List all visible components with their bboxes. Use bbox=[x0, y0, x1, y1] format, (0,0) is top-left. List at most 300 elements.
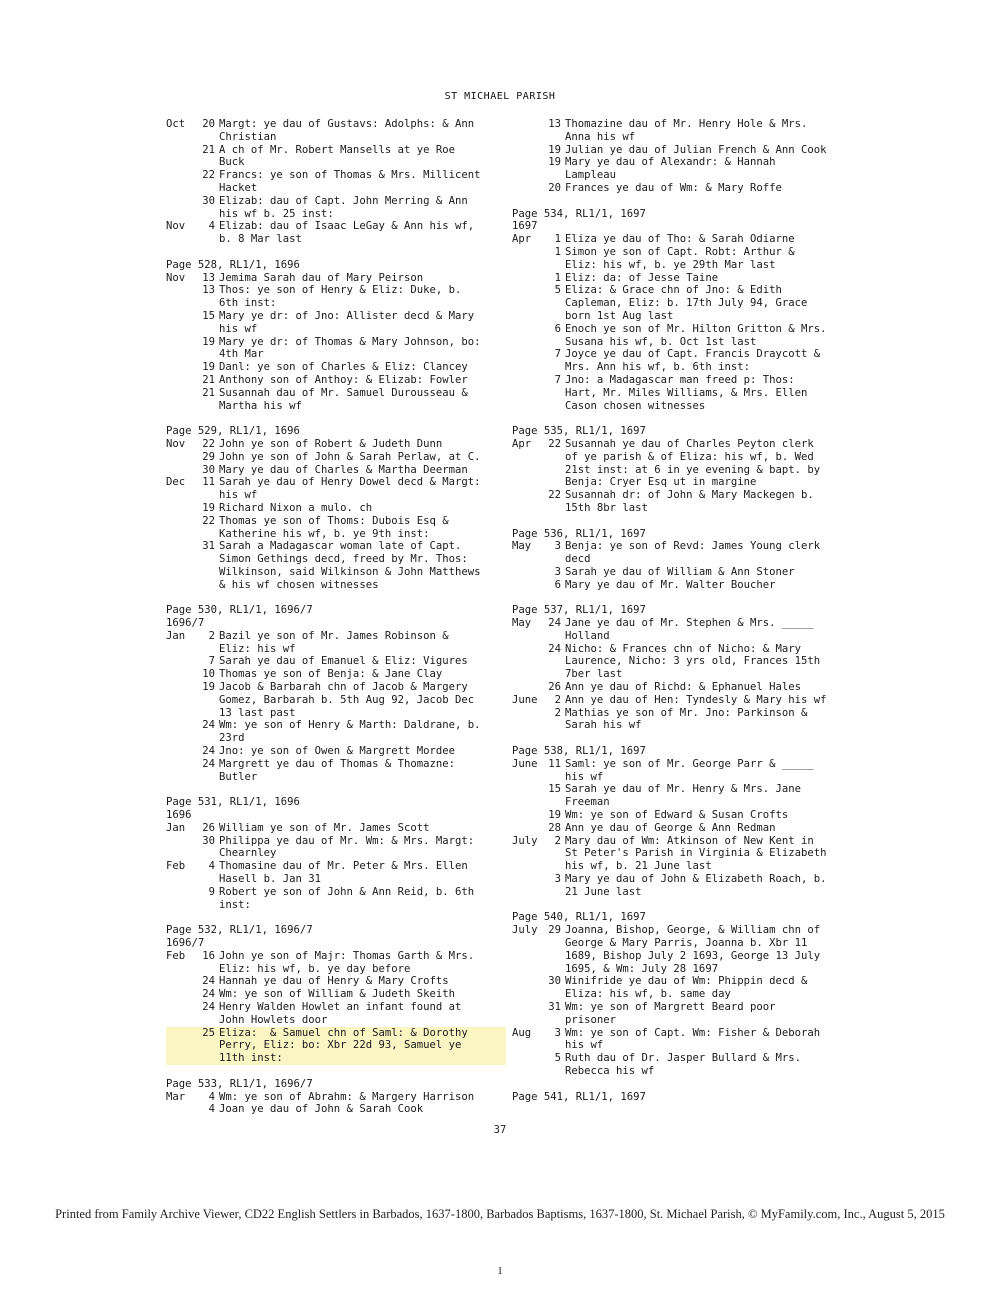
left-column bbox=[166, 118, 506, 1116]
baptism-entry bbox=[512, 348, 842, 374]
entry-day: 15 bbox=[548, 783, 561, 796]
entry-month bbox=[166, 655, 198, 668]
baptism-entry bbox=[512, 489, 842, 515]
baptism-entry bbox=[166, 758, 506, 784]
entry-month bbox=[166, 374, 198, 387]
entry-day: 10 bbox=[202, 668, 215, 681]
baptism-entry bbox=[512, 822, 842, 835]
entry-text: Ann ye dau of Hen: Tyndesly & Mary his wf bbox=[565, 693, 827, 706]
entry-text: Robert ye son of John & Ann Reid, b. 6th inst: bbox=[219, 885, 475, 911]
entry-day: 6 bbox=[554, 322, 561, 335]
entry-text: Anthony son of Anthoy: & Elizab: Fowler bbox=[219, 373, 468, 386]
baptism-entry bbox=[512, 233, 842, 246]
entry-text: Francs: ye son of Thomas & Mrs. Millicent Hacket bbox=[219, 169, 481, 194]
entry-day: 2 bbox=[554, 706, 561, 719]
entry-text: Mary ye dau of Alexandr: & Hannah Lampleau bbox=[565, 156, 776, 182]
baptism-entry bbox=[512, 540, 842, 566]
section-gap bbox=[512, 591, 842, 604]
entry-text: John ye son of John & Sarah Perlaw, at C. bbox=[219, 450, 481, 463]
page-reference-header: Page 529, RL1/1, 1696 bbox=[166, 425, 300, 438]
entry-text: Mary ye dau of John & Elizabeth Roach, b. 21 June last bbox=[565, 873, 827, 898]
entry-text: Julian ye dau of Julian French & Ann Cook bbox=[565, 143, 827, 156]
entry-day: 30 bbox=[202, 194, 215, 207]
entry-month bbox=[512, 579, 544, 592]
baptism-entry bbox=[166, 988, 506, 1001]
page-reference-header: 1696/7 bbox=[166, 937, 205, 949]
entry-text: Danl: ye son of Charles & Eliz: Clancey bbox=[219, 361, 468, 374]
entry-month: Nov bbox=[166, 271, 186, 284]
baptism-entry bbox=[166, 438, 506, 451]
entry-month bbox=[166, 195, 198, 221]
entry-day: 11 bbox=[548, 757, 561, 770]
entry-text: Thomas ye son of Benja: & Jane Clay bbox=[219, 668, 443, 681]
entry-month: Feb bbox=[166, 860, 186, 873]
entry-month bbox=[166, 886, 198, 912]
entry-day: 19 bbox=[548, 809, 561, 822]
page-reference-header: Page 534, RL1/1, 1697 bbox=[512, 207, 646, 220]
entry-text: Jemima Sarah dau of Mary Peirson bbox=[219, 271, 424, 284]
entry-day: 22 bbox=[202, 169, 215, 182]
entry-month: Jan bbox=[166, 821, 186, 834]
entry-text: Benja: ye son of Revd: James Young clerk decd bbox=[565, 540, 821, 566]
entry-month bbox=[512, 809, 544, 822]
entry-text: Mary ye dr: of Thomas & Mary Johnson, bo: 4th Mar bbox=[219, 335, 481, 361]
entry-text: Sarah ye dau of Mr. Henry & Mrs. Jane Freeman bbox=[565, 783, 801, 809]
entry-text: Wm: ye son of William & Judeth Skeith bbox=[219, 988, 455, 1001]
page-reference-header: Page 535, RL1/1, 1697 bbox=[512, 425, 646, 438]
entry-day: 22 bbox=[548, 437, 561, 450]
entry-text: William ye son of Mr. James Scott bbox=[219, 821, 430, 834]
entry-text: Frances ye dau of Wm: & Mary Roffe bbox=[565, 181, 782, 194]
entry-month: Nov bbox=[166, 220, 186, 233]
page-reference-header: Page 532, RL1/1, 1696/7 bbox=[166, 924, 313, 937]
section-gap bbox=[512, 899, 842, 912]
section-gap bbox=[512, 732, 842, 745]
baptism-entry bbox=[512, 758, 842, 784]
baptism-entry bbox=[512, 1052, 842, 1078]
baptism-entry bbox=[166, 272, 506, 285]
entry-text: Bazil ye son of Mr. James Robinson & Eliz: his wf bbox=[219, 629, 449, 655]
entry-day: 21 bbox=[202, 386, 215, 399]
entry-text: Jno: a Madagascar man freed p: Thos: Hart, Mr. Miles Williams, & Mrs. Ellen Cason chosen witnesses bbox=[565, 373, 808, 412]
entry-month: Nov bbox=[166, 437, 186, 450]
entry-day: 5 bbox=[554, 284, 561, 297]
entry-text: Enoch ye son of Mr. Hilton Gritton & Mrs. Susana his wf, b. Oct 1st last bbox=[565, 322, 827, 348]
entry-text: Mathias ye son of Mr. Jno: Parkinson & Sarah his wf bbox=[565, 706, 808, 732]
entry-day: 24 bbox=[202, 975, 215, 988]
entry-month bbox=[166, 464, 198, 477]
page-reference-header: Page 536, RL1/1, 1697 bbox=[512, 527, 646, 540]
section-gap bbox=[512, 195, 842, 208]
baptism-entry bbox=[166, 950, 506, 976]
entry-month bbox=[166, 387, 198, 413]
entry-day: 24 bbox=[202, 745, 215, 758]
entry-text: Joanna, Bishop, George, & William chn of George & Mary Parris, Joanna b. Xbr 11 1689, Bishop July 2 1693, George 13 July 1695, & Wm: July 28 1697 bbox=[565, 924, 821, 975]
entry-day: 24 bbox=[202, 988, 215, 1001]
entry-day: 19 bbox=[202, 681, 215, 694]
entry-day: 1 bbox=[554, 271, 561, 284]
entry-day: 28 bbox=[548, 821, 561, 834]
entry-text: Richard Nixon a mulo. ch bbox=[219, 501, 373, 514]
entry-text: Wm: ye son of Henry & Marth: Daldrane, b. 23rd bbox=[219, 719, 481, 745]
entry-text: Eliza: & Samuel chn of Saml: & Dorothy Perry, Eliz: bo: Xbr 22d 93, Samuel ye 11th inst: bbox=[219, 1026, 468, 1065]
entry-day: 30 bbox=[202, 463, 215, 476]
baptism-entry bbox=[512, 783, 842, 809]
entry-day: 29 bbox=[202, 450, 215, 463]
entry-text: Sarah ye dau of Emanuel & Eliz: Vigures bbox=[219, 655, 468, 668]
page-reference-header: Page 531, RL1/1, 1696 bbox=[166, 796, 300, 809]
entry-day: 1 bbox=[554, 233, 561, 246]
baptism-entry bbox=[512, 156, 842, 182]
baptism-entry bbox=[166, 975, 506, 988]
page-title: ST MICHAEL PARISH bbox=[444, 91, 556, 102]
entry-month bbox=[166, 719, 198, 745]
entry-month bbox=[512, 374, 544, 412]
entry-day: 24 bbox=[548, 617, 561, 630]
entry-month bbox=[512, 822, 544, 835]
baptism-entry bbox=[512, 118, 842, 144]
baptism-entry bbox=[512, 374, 842, 412]
entry-month bbox=[512, 348, 544, 374]
baptism-entry bbox=[166, 361, 506, 374]
entry-text: Henry Walden Howlet an infant found at John Howlets door bbox=[219, 1000, 462, 1026]
baptism-entry bbox=[166, 169, 506, 195]
baptism-entry bbox=[166, 195, 506, 221]
entry-day: 19 bbox=[202, 501, 215, 514]
entry-text: Wm: ye son of Capt. Wm: Fisher & Deborah his wf bbox=[565, 1026, 821, 1052]
entry-month bbox=[512, 1052, 544, 1078]
section-gap bbox=[166, 412, 506, 425]
entry-day: 25 bbox=[202, 1026, 215, 1039]
baptism-entry bbox=[512, 579, 842, 592]
entry-text: Eliz: da: of Jesse Taine bbox=[565, 271, 719, 284]
entry-month bbox=[512, 156, 544, 182]
entry-month bbox=[166, 975, 198, 988]
entry-day: 3 bbox=[554, 873, 561, 886]
entry-text: Elizab: dau of Capt. John Merring & Ann his wf b. 25 inst: bbox=[219, 194, 468, 220]
baptism-entry bbox=[166, 451, 506, 464]
entry-month: Feb bbox=[166, 949, 186, 962]
entry-month: June bbox=[512, 757, 538, 770]
entry-month bbox=[512, 284, 544, 322]
entry-day: 31 bbox=[548, 1000, 561, 1013]
entry-text: Sarah ye dau of Henry Dowel decd & Margt: his wf bbox=[219, 476, 481, 502]
page-reference-header: 1696 bbox=[166, 809, 192, 822]
entry-month bbox=[166, 681, 198, 719]
entry-month bbox=[166, 515, 198, 541]
baptism-entry bbox=[512, 438, 842, 489]
entry-text: Jno: ye son of Owen & Margrett Mordee bbox=[219, 745, 455, 758]
entry-day: 19 bbox=[202, 361, 215, 374]
entry-text: Wm: ye son of Abrahm: & Margery Harrison bbox=[219, 1090, 475, 1103]
page-reference-header: Page 537, RL1/1, 1697 bbox=[512, 604, 646, 617]
entry-text: Mary ye dr: of Jno: Allister decd & Mary his wf bbox=[219, 309, 475, 335]
entry-day: 3 bbox=[554, 1026, 561, 1039]
page-reference-header: Page 538, RL1/1, 1697 bbox=[512, 745, 646, 758]
entry-day: 7 bbox=[208, 655, 215, 668]
baptism-entry bbox=[166, 476, 506, 502]
baptism-entry bbox=[166, 284, 506, 310]
entry-day: 9 bbox=[208, 885, 215, 898]
baptism-entry bbox=[166, 719, 506, 745]
page-reference-header: Page 528, RL1/1, 1696 bbox=[166, 258, 300, 271]
entry-month bbox=[512, 707, 544, 733]
entry-text: Susannah dr: of John & Mary Mackegen b. 15th 8br last bbox=[565, 489, 814, 514]
baptism-entry bbox=[166, 681, 506, 719]
baptism-entry bbox=[166, 630, 506, 656]
entry-day: 22 bbox=[202, 514, 215, 527]
entry-text: Susannah dau of Mr. Samuel Durousseau & Martha his wf bbox=[219, 386, 468, 412]
entry-day: 2 bbox=[554, 693, 561, 706]
entry-month bbox=[166, 1103, 198, 1116]
entry-month bbox=[166, 540, 198, 591]
baptism-entry bbox=[166, 1001, 506, 1027]
entry-month bbox=[166, 336, 198, 362]
entry-month: Apr bbox=[512, 233, 532, 246]
entry-month bbox=[512, 643, 544, 681]
entry-day: 24 bbox=[202, 757, 215, 770]
entry-month bbox=[166, 835, 198, 861]
baptism-entry bbox=[166, 502, 506, 515]
entry-text: Simon ye son of Capt. Robt: Arthur & Eliz: his wf, b. ye 29th Mar last bbox=[565, 245, 795, 271]
entry-month: Aug bbox=[512, 1026, 532, 1039]
entry-month bbox=[166, 1001, 198, 1027]
entry-text: Margt: ye dau of Gustavs: Adolphs: & Ann Christian bbox=[219, 118, 475, 143]
entry-text: Hannah ye dau of Henry & Mary Crofts bbox=[219, 975, 449, 988]
baptism-entry bbox=[166, 464, 506, 477]
entry-text: Winifride ye dau of Wm: Phippin decd & Eliza: his wf, b. same day bbox=[565, 975, 808, 1001]
entry-text: Joyce ye dau of Capt. Francis Draycott & Mrs. Ann his wf, b. 6th inst: bbox=[565, 348, 821, 374]
entry-text: Ann ye dau of Richd: & Ephanuel Hales bbox=[565, 681, 801, 694]
entry-month bbox=[166, 144, 198, 170]
entry-text: Mary dau of Wm: Atkinson of New Kent in St Peter's Parish in Virginia & Elizabeth his wf, b. 21 June last bbox=[565, 834, 827, 873]
entry-text: Thomas ye son of Thoms: Dubois Esq & Katherine his wf, b. ye 9th inst: bbox=[219, 514, 449, 540]
entry-month: Jan bbox=[166, 629, 186, 642]
baptism-entry bbox=[166, 220, 506, 246]
entry-day: 19 bbox=[548, 143, 561, 156]
entry-day: 7 bbox=[554, 373, 561, 386]
section-gap bbox=[166, 591, 506, 604]
entry-day: 31 bbox=[202, 540, 215, 553]
entry-text: Wm: ye son of Edward & Susan Crofts bbox=[565, 809, 789, 822]
print-footer: Printed from Family Archive Viewer, CD22 English Settlers in Barbados, 1637-1800, Barbados Baptisms, 1637-1800, St. Michael Parish, © MyFamily.com, Inc., August 5, 2015 bbox=[55, 1207, 945, 1221]
entry-month bbox=[166, 1027, 198, 1065]
baptism-entry bbox=[512, 566, 842, 579]
entry-day: 29 bbox=[548, 924, 561, 937]
entry-text: Saml: ye son of Mr. George Parr & _____ his wf bbox=[565, 757, 814, 783]
entry-month: Dec bbox=[166, 476, 186, 489]
baptism-entry bbox=[166, 310, 506, 336]
entry-month bbox=[166, 310, 198, 336]
baptism-entry bbox=[166, 336, 506, 362]
entry-day: 4 bbox=[208, 220, 215, 233]
entry-month bbox=[166, 988, 198, 1001]
entry-month bbox=[512, 1001, 544, 1027]
baptism-entry bbox=[512, 835, 842, 873]
entry-month bbox=[512, 566, 544, 579]
section-gap bbox=[512, 515, 842, 528]
entry-day: 22 bbox=[202, 437, 215, 450]
entry-day: 19 bbox=[548, 156, 561, 169]
entry-day: 13 bbox=[202, 271, 215, 284]
entry-day: 26 bbox=[548, 681, 561, 694]
baptism-entry bbox=[166, 374, 506, 387]
entry-month bbox=[166, 758, 198, 784]
entry-day: 3 bbox=[554, 565, 561, 578]
entry-day: 13 bbox=[548, 118, 561, 130]
right-column bbox=[512, 118, 842, 1103]
page-reference-header: 1697 bbox=[512, 220, 538, 233]
entry-month bbox=[166, 668, 198, 681]
page-reference-header: Page 541, RL1/1, 1697 bbox=[512, 1090, 646, 1103]
baptism-entry bbox=[512, 924, 842, 975]
baptism-entry-highlighted bbox=[166, 1027, 506, 1065]
entry-text: Wm: ye son of Margrett Beard poor prisoner bbox=[565, 1000, 776, 1026]
entry-month: June bbox=[512, 693, 538, 706]
entry-text: Mary ye dau of Mr. Walter Boucher bbox=[565, 578, 776, 591]
entry-month: Oct bbox=[166, 118, 186, 130]
entry-text: A ch of Mr. Robert Mansells at ye Roe Buck bbox=[219, 143, 455, 169]
entry-day: 24 bbox=[202, 719, 215, 732]
entry-month: May bbox=[512, 540, 532, 553]
entry-month bbox=[166, 451, 198, 464]
entry-text: Jacob & Barbarah chn of Jacob & Margery Gomez, Barbarah b. 5th Aug 92, Jacob Dec 13 last past bbox=[219, 681, 475, 719]
baptism-entry bbox=[512, 707, 842, 733]
entry-month bbox=[512, 681, 544, 694]
entry-text: Sarah ye dau of William & Ann Stoner bbox=[565, 565, 795, 578]
entry-day: 4 bbox=[208, 1090, 215, 1103]
entry-day: 4 bbox=[208, 1103, 215, 1116]
entry-month bbox=[512, 873, 544, 899]
entry-day: 22 bbox=[548, 489, 561, 502]
entry-month bbox=[166, 361, 198, 374]
entry-text: Jane ye dau of Mr. Stephen & Mrs. _____ Holland bbox=[565, 617, 814, 642]
entry-day: 6 bbox=[554, 578, 561, 591]
baptism-entry bbox=[512, 272, 842, 285]
baptism-entry bbox=[512, 182, 842, 195]
entry-month bbox=[166, 502, 198, 515]
baptism-entry bbox=[166, 1091, 506, 1104]
entry-day: 26 bbox=[202, 821, 215, 834]
entry-month: July bbox=[512, 924, 538, 937]
baptism-entry bbox=[512, 643, 842, 681]
baptism-entry bbox=[166, 1103, 506, 1116]
entry-day: 2 bbox=[554, 834, 561, 847]
entry-text: Eliza ye dau of Tho: & Sarah Odiarne bbox=[565, 233, 795, 246]
entry-day: 3 bbox=[554, 540, 561, 553]
baptism-entry bbox=[512, 617, 842, 643]
entry-text: Sarah a Madagascar woman late of Capt. Simon Gethings decd, freed by Mr. Thos: Wilkinson, said Wilkinson & John Matthews & his wf chosen witnesses bbox=[219, 540, 481, 591]
footer-page-number: 1 bbox=[497, 1265, 503, 1277]
entry-text: Eliza: & Grace chn of Jno: & Edith Capleman, Eliz: b. 17th July 94, Grace born 1st Aug last bbox=[565, 284, 808, 322]
section-gap bbox=[512, 1078, 842, 1091]
entry-text: Mary ye dau of Charles & Martha Deerman bbox=[219, 463, 468, 476]
entry-month: July bbox=[512, 834, 538, 847]
entry-day: 7 bbox=[554, 348, 561, 361]
entry-month bbox=[166, 745, 198, 758]
baptism-entry bbox=[166, 860, 506, 886]
entry-text: John ye son of Majr: Thomas Garth & Mrs. Eliz: his wf, b. ye day before bbox=[219, 949, 475, 975]
entry-month bbox=[512, 783, 544, 809]
entry-text: Thomasine dau of Mr. Peter & Mrs. Ellen Hasell b. Jan 31 bbox=[219, 860, 468, 886]
entry-month bbox=[166, 284, 198, 310]
entry-day: 24 bbox=[548, 642, 561, 655]
section-gap bbox=[512, 412, 842, 425]
baptism-entry bbox=[166, 655, 506, 668]
baptism-entry bbox=[166, 745, 506, 758]
baptism-entry bbox=[166, 515, 506, 541]
entry-text: Ann ye dau of George & Ann Redman bbox=[565, 821, 776, 834]
baptism-entry bbox=[512, 246, 842, 272]
baptism-entry bbox=[512, 323, 842, 349]
entry-day: 11 bbox=[202, 476, 215, 489]
entry-month: May bbox=[512, 617, 532, 630]
baptism-entry bbox=[166, 822, 506, 835]
section-gap bbox=[166, 1065, 506, 1078]
entry-day: 20 bbox=[548, 181, 561, 194]
page-reference-header: 1696/7 bbox=[166, 617, 205, 630]
entry-day: 5 bbox=[554, 1052, 561, 1065]
entry-day: 15 bbox=[202, 309, 215, 322]
baptism-entry bbox=[166, 118, 506, 144]
entry-month bbox=[512, 182, 544, 195]
page-number: 37 bbox=[493, 1124, 507, 1136]
entry-text: Thomazine dau of Mr. Henry Hole & Mrs. Anna his wf bbox=[565, 118, 808, 143]
baptism-entry bbox=[166, 886, 506, 912]
entry-text: Margrett ye dau of Thomas & Thomazne: Butler bbox=[219, 757, 455, 783]
baptism-entry bbox=[512, 694, 842, 707]
baptism-entry bbox=[166, 144, 506, 170]
baptism-entry bbox=[512, 681, 842, 694]
section-gap bbox=[166, 911, 506, 924]
entry-month bbox=[512, 144, 544, 157]
entry-month: Apr bbox=[512, 437, 532, 450]
entry-text: Joan ye dau of John & Sarah Cook bbox=[219, 1103, 424, 1116]
entry-day: 21 bbox=[202, 143, 215, 156]
entry-day: 13 bbox=[202, 284, 215, 297]
entry-day: 4 bbox=[208, 860, 215, 873]
entry-day: 30 bbox=[548, 975, 561, 988]
baptism-entry bbox=[512, 975, 842, 1001]
page-reference-header: Page 530, RL1/1, 1696/7 bbox=[166, 604, 313, 617]
section-gap bbox=[166, 246, 506, 259]
entry-month bbox=[512, 489, 544, 515]
entry-month bbox=[512, 272, 544, 285]
page-reference-header: Page 540, RL1/1, 1697 bbox=[512, 911, 646, 924]
baptism-entry bbox=[512, 873, 842, 899]
section-gap bbox=[166, 783, 506, 796]
entry-day: 24 bbox=[202, 1000, 215, 1013]
entry-day: 20 bbox=[202, 118, 215, 130]
entry-day: 30 bbox=[202, 834, 215, 847]
entry-text: Elizab: dau of Isaac LeGay & Ann his wf, b. 8 Mar last bbox=[219, 220, 475, 246]
entry-day: 21 bbox=[202, 373, 215, 386]
entry-month: Mar bbox=[166, 1090, 186, 1103]
entry-month bbox=[166, 169, 198, 195]
entry-text: Philippa ye dau of Mr. Wm: & Mrs. Margt: Chearnley bbox=[219, 834, 475, 860]
baptism-entry bbox=[512, 144, 842, 157]
entry-day: 16 bbox=[202, 949, 215, 962]
entry-text: Nicho: & Frances chn of Nicho: & Mary Laurence, Nicho: 3 yrs old, Frances 15th 7ber last bbox=[565, 642, 821, 681]
baptism-entry bbox=[166, 387, 506, 413]
entry-text: Thos: ye son of Henry & Eliz: Duke, b. 6th inst: bbox=[219, 284, 462, 310]
entry-text: Ruth dau of Dr. Jasper Bullard & Mrs. Rebecca his wf bbox=[565, 1052, 801, 1077]
entry-day: 2 bbox=[208, 629, 215, 642]
entry-month bbox=[512, 975, 544, 1001]
baptism-entry bbox=[512, 1001, 842, 1027]
baptism-entry bbox=[512, 284, 842, 322]
entry-text: John ye son of Robert & Judeth Dunn bbox=[219, 437, 443, 450]
